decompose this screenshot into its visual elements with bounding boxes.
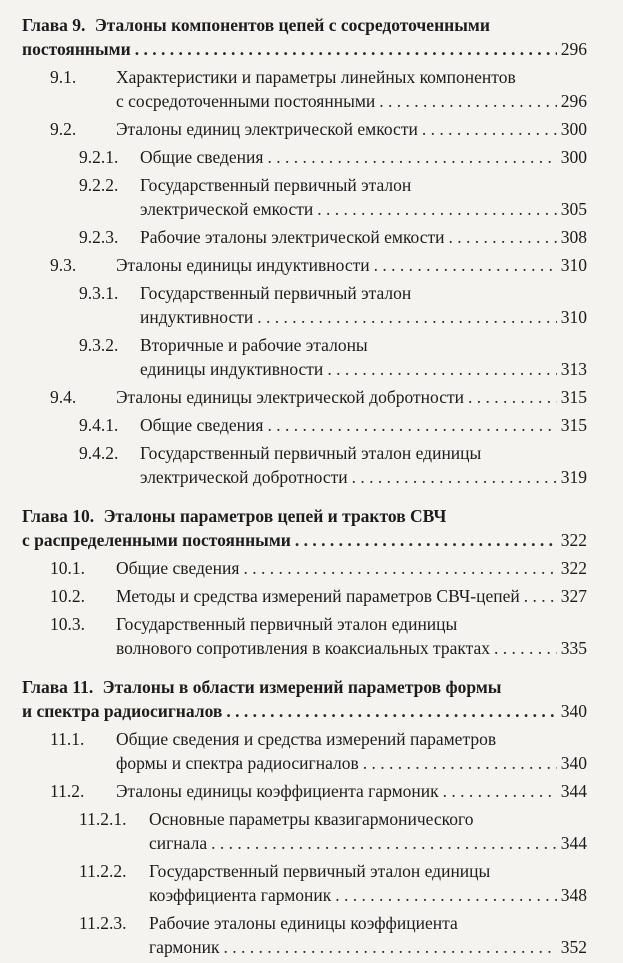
section-number: 9.3.2. <box>79 335 119 355</box>
toc-entry-body <box>116 117 587 141</box>
toc-entry-title: волнового сопротивления в коаксиальных трактах <box>116 638 491 658</box>
section-number: 9.2. <box>50 119 77 139</box>
toc-page-number: 313 <box>560 359 587 379</box>
toc-page-number: 300 <box>560 119 587 139</box>
section-number: 10.1. <box>50 558 85 578</box>
chapter-number: Глава 10. <box>22 506 95 526</box>
toc-entry-last-line <box>140 145 587 169</box>
toc-entry-title: Эталоны единицы коэффициента гармоник <box>116 781 439 801</box>
toc-page-number: 315 <box>560 387 587 407</box>
toc-entry <box>22 911 587 959</box>
dot-leader <box>226 699 556 723</box>
toc-entry-title-line: Рабочие эталоны единицы коэффициента <box>149 913 458 933</box>
toc-entry-body <box>116 779 587 803</box>
toc-entry-last-line <box>22 699 587 723</box>
chapter-heading-body <box>22 13 587 61</box>
section-number: 11.2.1. <box>79 809 127 829</box>
chapter-number: Глава 11. <box>22 677 94 697</box>
dot-leader <box>335 883 556 907</box>
toc-entry-title-line: Государственный первичный эталон единицы <box>149 861 491 881</box>
chapter-heading-body <box>22 504 587 552</box>
chapter-title: Эталоны компонентов цепей с сосредоточенными <box>94 15 490 35</box>
dot-leader <box>363 751 557 775</box>
toc-entry-title-line: Характеристики и параметры линейных компонентов <box>116 67 516 87</box>
toc-page-number: 300 <box>560 147 587 167</box>
chapter-title: Эталоны параметров цепей и трактов СВЧ <box>103 506 447 526</box>
toc-entry <box>22 441 587 489</box>
dot-leader <box>295 528 557 552</box>
toc-entry-title: электрической добротности <box>140 467 348 487</box>
section-number: 9.2.2. <box>79 175 119 195</box>
toc-entry-last-line <box>140 197 587 221</box>
section-number: 9.3. <box>50 255 77 275</box>
toc-entry-last-line <box>22 37 587 61</box>
dot-leader <box>267 413 556 437</box>
toc-entry-last-line <box>149 935 587 959</box>
toc-entry-title: Методы и средства измерений параметров СВЧ-цепей <box>116 586 520 606</box>
toc-page-number: 344 <box>560 781 587 801</box>
chapter-heading <box>22 504 587 552</box>
toc-entry-last-line <box>149 883 587 907</box>
section-number: 11.2.3. <box>79 913 127 933</box>
toc-page-number: 308 <box>560 227 587 247</box>
section-number: 9.4. <box>50 387 77 407</box>
toc-entry-last-line <box>140 413 587 437</box>
table-of-contents <box>22 13 587 963</box>
toc-entry-title-line: Государственный первичный эталон <box>140 175 412 195</box>
toc-page-number: 322 <box>560 530 587 550</box>
toc-entry-title-line: Вторичные и рабочие эталоны <box>140 335 368 355</box>
section-number: 11.1. <box>50 729 85 749</box>
dot-leader <box>327 357 556 381</box>
toc-page-number: 348 <box>560 885 587 905</box>
chapter-heading-body <box>22 675 587 723</box>
chapter-title-line <box>22 504 587 528</box>
toc-entry-title: Общие сведения <box>116 558 240 578</box>
toc-entry <box>22 225 587 249</box>
toc-page-number: 296 <box>560 91 587 111</box>
toc-entry-body <box>140 225 587 249</box>
toc-entry-last-line <box>116 385 587 409</box>
toc-entry-title: постоянными <box>22 39 131 59</box>
toc-entry-last-line <box>116 253 587 277</box>
toc-entry-title: коэффициента гармоник <box>149 885 332 905</box>
toc-entry-last-line <box>140 305 587 329</box>
toc-entry-body <box>116 612 587 660</box>
toc-entry-title: сигнала <box>149 833 208 853</box>
toc-page-number: 327 <box>560 586 587 606</box>
toc-entry <box>22 612 587 660</box>
dot-leader <box>494 636 557 660</box>
toc-entry-title: с распределенными постоянными <box>22 530 291 550</box>
dot-leader <box>267 145 556 169</box>
spacer <box>22 959 587 963</box>
toc-entry <box>22 281 587 329</box>
toc-page-number: 340 <box>560 753 587 773</box>
toc-entry-last-line <box>116 89 587 113</box>
section-number: 9.2.1. <box>79 147 119 167</box>
toc-entry-body <box>140 333 587 381</box>
toc-entry-last-line <box>140 225 587 249</box>
chapter-heading <box>22 675 587 723</box>
toc-entry-last-line <box>149 831 587 855</box>
dot-leader <box>243 556 556 580</box>
toc-entry-title: гармоник <box>149 937 220 957</box>
toc-entry-body <box>116 253 587 277</box>
toc-entry <box>22 253 587 277</box>
toc-entry-title: Рабочие эталоны электрической емкости <box>140 227 445 247</box>
toc-page-number: 310 <box>560 255 587 275</box>
toc-entry <box>22 413 587 437</box>
section-number: 9.2.3. <box>79 227 119 247</box>
section-number: 11.2.2. <box>79 861 127 881</box>
dot-leader <box>422 117 557 141</box>
chapter-number: Глава 9. <box>22 15 86 35</box>
dot-leader <box>449 225 557 249</box>
toc-entry <box>22 173 587 221</box>
toc-entry-body <box>140 441 587 489</box>
toc-entry-body <box>140 173 587 221</box>
toc-page-number: 315 <box>560 415 587 435</box>
section-number: 10.2. <box>50 586 85 606</box>
section-number: 10.3. <box>50 614 85 634</box>
toc-entry <box>22 65 587 113</box>
toc-entry-title-line: Общие сведения и средства измерений параметров <box>116 729 497 749</box>
toc-page-number: 352 <box>560 937 587 957</box>
toc-entry <box>22 385 587 409</box>
toc-entry-title: Эталоны единиц электрической емкости <box>116 119 418 139</box>
dot-leader <box>352 465 557 489</box>
toc-entry-body <box>116 727 587 775</box>
dot-leader <box>443 779 557 803</box>
toc-page-number: 322 <box>560 558 587 578</box>
chapter-title-line <box>22 13 587 37</box>
toc-entry <box>22 145 587 169</box>
toc-entry-body <box>116 556 587 580</box>
toc-entry-title-line: Государственный первичный эталон <box>140 283 412 303</box>
toc-entry-title: с сосредоточенными постоянными <box>116 91 376 111</box>
toc-entry <box>22 727 587 775</box>
toc-page-number: 319 <box>560 467 587 487</box>
chapter-title-line <box>22 675 587 699</box>
toc-entry-last-line <box>116 117 587 141</box>
toc-entry-title-line: Государственный первичный эталон единицы <box>116 614 458 634</box>
chapter-title: Эталоны в области измерений параметров формы <box>102 677 502 697</box>
toc-entry-body <box>116 584 587 608</box>
toc-entry-last-line <box>116 556 587 580</box>
toc-entry-last-line <box>116 751 587 775</box>
toc-entry-title: Эталоны единицы электрической добротности <box>116 387 464 407</box>
chapter-gap <box>22 664 587 675</box>
toc-page-number: 335 <box>560 638 587 658</box>
toc-entry-title: Эталоны единицы индуктивности <box>116 255 370 275</box>
toc-entry <box>22 556 587 580</box>
toc-page-number: 305 <box>560 199 587 219</box>
toc-entry-title: Общие сведения <box>140 415 264 435</box>
toc-entry <box>22 807 587 855</box>
toc-entry-title: единицы индуктивности <box>140 359 324 379</box>
toc-entry-title-line: Основные параметры квазигармонического <box>149 809 474 829</box>
toc-entry-title-line: Государственный первичный эталон единицы <box>140 443 482 463</box>
toc-entry-body <box>116 385 587 409</box>
dot-leader <box>468 385 557 409</box>
dot-leader <box>374 253 557 277</box>
dot-leader <box>524 584 557 608</box>
toc-entry-body <box>149 807 587 855</box>
toc-entry <box>22 333 587 381</box>
toc-entry-last-line <box>116 779 587 803</box>
toc-entry-body <box>140 281 587 329</box>
dot-leader <box>379 89 556 113</box>
dot-leader <box>211 831 557 855</box>
toc-entry <box>22 584 587 608</box>
toc-entry-body <box>140 413 587 437</box>
toc-entry-last-line <box>22 528 587 552</box>
toc-entry-last-line <box>116 636 587 660</box>
toc-entry <box>22 117 587 141</box>
toc-entry-title: и спектра радиосигналов <box>22 701 223 721</box>
section-number: 11.2. <box>50 781 85 801</box>
toc-page-number: 296 <box>560 39 587 59</box>
toc-entry-last-line <box>116 584 587 608</box>
section-number: 9.1. <box>50 67 77 87</box>
toc-page-number: 340 <box>560 701 587 721</box>
toc-entry-last-line <box>140 357 587 381</box>
chapter-gap <box>22 493 587 504</box>
toc-entry-title: индуктивности <box>140 307 254 327</box>
dot-leader <box>224 935 557 959</box>
chapter-heading <box>22 13 587 61</box>
toc-entry-body <box>149 911 587 959</box>
section-number: 9.4.1. <box>79 415 119 435</box>
dot-leader <box>135 37 557 61</box>
toc-entry-body <box>140 145 587 169</box>
dot-leader <box>317 197 557 221</box>
toc-page-number: 344 <box>560 833 587 853</box>
toc-entry-title: электрической емкости <box>140 199 314 219</box>
toc-entry-title: Общие сведения <box>140 147 264 167</box>
dot-leader <box>257 305 556 329</box>
toc-page-number: 310 <box>560 307 587 327</box>
section-number: 9.4.2. <box>79 443 119 463</box>
toc-entry-body <box>116 65 587 113</box>
toc-entry-last-line <box>140 465 587 489</box>
toc-entry <box>22 779 587 803</box>
section-number: 9.3.1. <box>79 283 119 303</box>
toc-entry-title: формы и спектра радиосигналов <box>116 753 359 773</box>
